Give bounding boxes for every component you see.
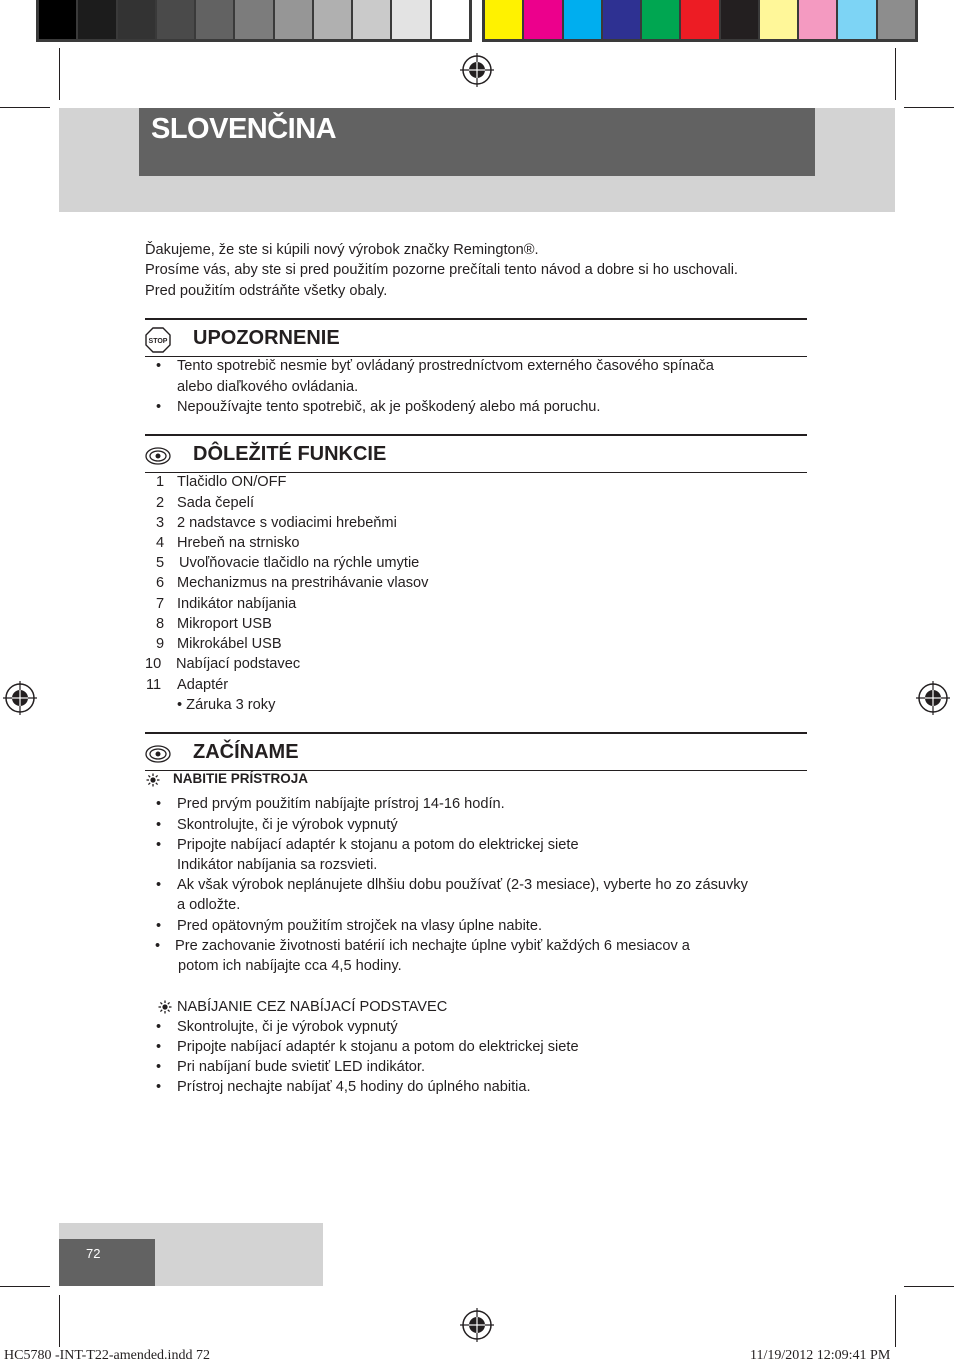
feature-number: 9 xyxy=(156,636,165,652)
color-swatch xyxy=(39,0,78,39)
color-swatch xyxy=(681,0,720,39)
date-slug: 11/19/2012 12:09:41 PM xyxy=(750,1348,891,1363)
feature-label: Adaptér xyxy=(177,677,229,693)
color-swatch xyxy=(157,0,196,39)
bullet-marker: • xyxy=(156,796,162,812)
sun-icon xyxy=(158,1000,172,1014)
feature-label: 2 nadstavce s vodiacimi hrebeňmi xyxy=(177,515,397,531)
eye-icon xyxy=(145,443,171,469)
list-item: Pripojte nabíjací adaptér k stojanu a potom do elektrickej siete xyxy=(177,1039,579,1055)
list-item: Pred prvým použitím nabíjajte prístroj 14-16 hodín. xyxy=(177,796,505,812)
color-swatch xyxy=(799,0,838,39)
color-swatch xyxy=(392,0,431,39)
bullet-marker: • xyxy=(156,817,162,833)
page-number-box xyxy=(59,1239,155,1286)
subsection-heading: NABÍJANIE CEZ NABÍJACÍ PODSTAVEC xyxy=(177,999,448,1015)
list-item: Prístroj nechajte nabíjať 4,5 hodiny do úplného nabitia. xyxy=(177,1079,531,1095)
grayscale-color-bar xyxy=(36,0,472,42)
list-item: Nepoužívajte tento spotrebič, ak je poškodený alebo má poruchu. xyxy=(177,399,601,415)
feature-label: Mechanizmus na prestrihávanie vlasov xyxy=(177,575,429,591)
feature-number: 1 xyxy=(156,474,165,490)
list-item: Pred opätovným použitím strojček na vlasy úplne nabite. xyxy=(177,918,543,934)
list-item: Ak však výrobok neplánujete dlhšiu dobu používať (2-3 mesiace), vyberte ho zo zásuvky xyxy=(177,877,748,893)
page-title: SLOVENČINA xyxy=(151,113,337,145)
crop-mark xyxy=(904,1286,954,1287)
color-swatch xyxy=(878,0,915,39)
color-swatch xyxy=(564,0,603,39)
color-swatch xyxy=(485,0,524,39)
bullet-marker: • xyxy=(156,1079,162,1095)
color-swatch xyxy=(196,0,235,39)
color-swatch xyxy=(642,0,681,39)
crop-mark xyxy=(0,107,50,108)
list-item: Skontrolujte, či je výrobok vypnutý xyxy=(177,817,398,833)
color-swatch xyxy=(432,0,469,39)
registration-mark-icon xyxy=(460,1308,494,1342)
list-item: potom ich nabíjajte cca 4,5 hodiny. xyxy=(178,958,402,974)
list-item: Pri nabíjaní bude svietiť LED indikátor. xyxy=(177,1059,426,1075)
bullet-marker: • xyxy=(156,1039,162,1055)
color-swatch xyxy=(721,0,760,39)
feature-number: 6 xyxy=(156,575,165,591)
list-item: a odložte. xyxy=(177,897,241,913)
list-item: Skontrolujte, či je výrobok vypnutý xyxy=(177,1019,398,1035)
bullet-marker: • xyxy=(156,358,162,374)
bullet-marker: • xyxy=(156,1059,162,1075)
color-swatch xyxy=(524,0,563,39)
color-swatch xyxy=(838,0,877,39)
feature-number: 2 xyxy=(156,495,165,511)
intro-line: Prosíme vás, aby ste si pred použitím pozorne prečítali tento návod a dobre si ho uschovali. xyxy=(145,262,738,278)
section-heading: UPOZORNENIE xyxy=(193,327,340,349)
feature-number: 11 xyxy=(146,677,162,693)
feature-label: Mikroport USB xyxy=(177,616,272,632)
color-swatch xyxy=(78,0,117,39)
list-item: alebo diaľkového ovládania. xyxy=(177,379,359,395)
feature-number: 7 xyxy=(156,596,165,612)
bullet-marker: • xyxy=(156,837,162,853)
feature-number: 10 xyxy=(145,656,162,672)
intro-line: Pred použitím odstráňte všetky obaly. xyxy=(145,283,388,299)
feature-number: 3 xyxy=(156,515,165,531)
subsection-heading: NABITIE PRÍSTROJA xyxy=(173,771,309,786)
sun-icon xyxy=(146,773,160,787)
feature-number: 5 xyxy=(156,555,165,571)
color-swatch xyxy=(235,0,274,39)
bullet-marker: • xyxy=(156,399,162,415)
bullet-marker: • xyxy=(156,1019,162,1035)
file-slug: HC5780 -INT-T22-amended.indd 72 xyxy=(4,1348,210,1363)
feature-number: 8 xyxy=(156,616,165,632)
intro-line: Ďakujeme, že ste si kúpili nový výrobok značky Remington®. xyxy=(145,242,539,258)
section-heading: ZAČÍNAME xyxy=(193,741,299,763)
section-rule xyxy=(145,732,807,734)
feature-label: Indikátor nabíjania xyxy=(177,596,297,612)
feature-label: Tlačidlo ON/OFF xyxy=(177,474,287,490)
crop-mark xyxy=(904,107,954,108)
list-item: Tento spotrebič nesmie byť ovládaný prostredníctvom externého časového spínača xyxy=(177,358,714,374)
bullet-marker: • xyxy=(156,918,162,934)
crop-mark xyxy=(59,1295,60,1347)
svg-text:STOP: STOP xyxy=(148,338,168,345)
crop-mark xyxy=(895,1295,896,1347)
color-swatch xyxy=(353,0,392,39)
color-swatch xyxy=(314,0,353,39)
feature-label: Nabíjací podstavec xyxy=(176,656,301,672)
feature-label: Uvoľňovacie tlačidlo na rýchle umytie xyxy=(179,555,420,571)
crop-mark xyxy=(895,48,896,100)
color-swatch xyxy=(118,0,157,39)
color-swatch xyxy=(603,0,642,39)
registration-mark-icon xyxy=(916,681,950,715)
section-rule xyxy=(145,318,807,320)
list-item: Pripojte nabíjací adaptér k stojanu a potom do elektrickej siete xyxy=(177,837,579,853)
list-item: Indikátor nabíjania sa rozsvieti. xyxy=(177,857,378,873)
color-swatch xyxy=(760,0,799,39)
warranty-note: • Záruka 3 roky xyxy=(177,697,276,713)
eye-icon xyxy=(145,741,171,767)
process-color-bar xyxy=(482,0,918,42)
registration-mark-icon xyxy=(3,681,37,715)
page-number: 72 xyxy=(86,1246,101,1261)
bullet-marker: • xyxy=(155,938,161,954)
registration-mark-icon xyxy=(460,53,494,87)
feature-label: Mikrokábel USB xyxy=(177,636,282,652)
feature-number: 4 xyxy=(156,535,165,551)
feature-label: Sada čepelí xyxy=(177,495,255,511)
feature-label: Hrebeň na strnisko xyxy=(177,535,300,551)
crop-mark xyxy=(59,48,60,100)
list-item: Pre zachovanie životnosti batérií ich nechajte úplne vybiť každých 6 mesiacov a xyxy=(175,938,690,954)
stop-icon xyxy=(145,327,171,353)
section-heading: DÔLEŽITÉ FUNKCIE xyxy=(193,443,387,465)
color-swatch xyxy=(275,0,314,39)
crop-mark xyxy=(0,1286,50,1287)
bullet-marker: • xyxy=(156,877,162,893)
section-rule xyxy=(145,434,807,436)
